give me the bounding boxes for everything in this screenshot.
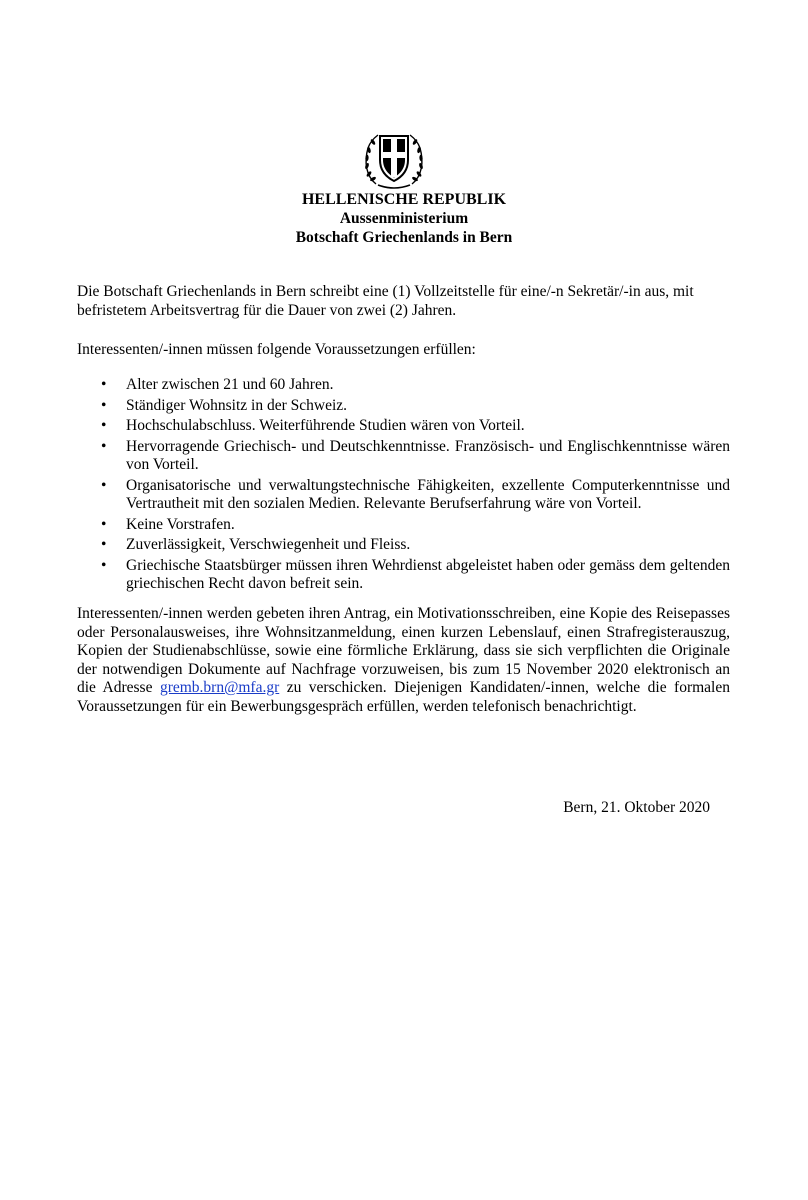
bullet-icon: • <box>101 376 107 393</box>
list-item-text: Organisatorische und verwaltungstechnische Fähigkeiten, exzellente Computerkenntnisse und Vertrautheit mit den sozialen Medien. Relevante Berufserfahrung wäre von Vorteil. <box>126 476 730 512</box>
application-text-end: zu verschicken. Diejenigen Kandidaten/-innen, welche die formalen Voraussetzungen für ein Bewerbungsgespräch erfüllen, werden telefonisch benachrichtigt. <box>77 679 730 715</box>
list-item-text: Ständiger Wohnsitz in der Schweiz. <box>126 396 348 414</box>
bullet-icon: • <box>101 417 107 434</box>
header-embassy: Botschaft Griechenlands in Bern <box>295 229 513 246</box>
email-link[interactable]: gremb.brn@mfa.gr <box>159 679 280 696</box>
list-item <box>77 397 730 416</box>
bullet-icon: • <box>101 536 107 553</box>
greek-coat-of-arms-emblem <box>360 128 428 192</box>
list-item <box>77 557 730 594</box>
list-item <box>77 417 730 436</box>
list-item <box>77 376 730 395</box>
header-republic: HELLENISCHE REPUBLIK <box>301 191 507 208</box>
place-and-date: Bern, 21. Oktober 2020 <box>563 799 710 816</box>
list-item <box>77 438 730 475</box>
letterhead <box>0 190 808 247</box>
bullet-icon: • <box>101 556 107 574</box>
intro-paragraph: Die Botschaft Griechenlands in Bern schreibt eine (1) Vollzeitstelle für eine/-n Sekretär/-in aus, mit befristetem Arbeitsvertrag für die Dauer von zwei (2) Jahren. <box>77 283 694 319</box>
list-item-text: Griechische Staatsbürger müssen ihren Wehrdienst abgeleistet haben oder gemäss dem geltenden griechischen Recht davon befreit sein. <box>126 556 730 592</box>
bullet-icon: • <box>101 396 107 414</box>
list-item-text: Zuverlässigkeit, Verschwiegenheit und Fleiss. <box>126 536 411 553</box>
bullet-icon: • <box>101 515 107 533</box>
bullet-icon: • <box>101 437 107 455</box>
bullet-icon: • <box>101 476 107 494</box>
list-item-text: Hochschulabschluss. Weiterführende Studien wären von Vorteil. <box>126 417 525 434</box>
requirements-list <box>77 376 730 596</box>
application-paragraph <box>77 605 730 716</box>
list-item <box>77 536 730 555</box>
list-item <box>77 477 730 514</box>
list-item-text: Alter zwischen 21 und 60 Jahren. <box>126 376 334 393</box>
header-ministry: Aussenministerium <box>339 210 469 227</box>
list-item-text: Hervorragende Griechisch- und Deutschkenntnisse. Französisch- und Englischkenntnisse wären von Vorteil. <box>126 437 730 473</box>
requirements-lead: Interessenten/-innen müssen folgende Voraussetzungen erfüllen: <box>77 341 476 358</box>
list-item <box>77 516 730 535</box>
list-item-text: Keine Vorstrafen. <box>126 515 235 533</box>
application-text-start: Interessenten/-innen werden gebeten ihren Antrag, ein Motivationsschreiben, eine Kopie des Reisepasses oder Personalausweises, ihre Wohnsitzanmeldung, einen kurzen Lebenslauf, einen Strafregisterauszug, Kopien der Studienabschlüsse, sowie eine förmliche Erklärung, dass sie sich verpflichten die Originale der notwendigen Dokumente auf Nachfrage vorzuweisen, bis zum 15 November 2020 elektronisch an die Adresse <box>77 605 730 696</box>
